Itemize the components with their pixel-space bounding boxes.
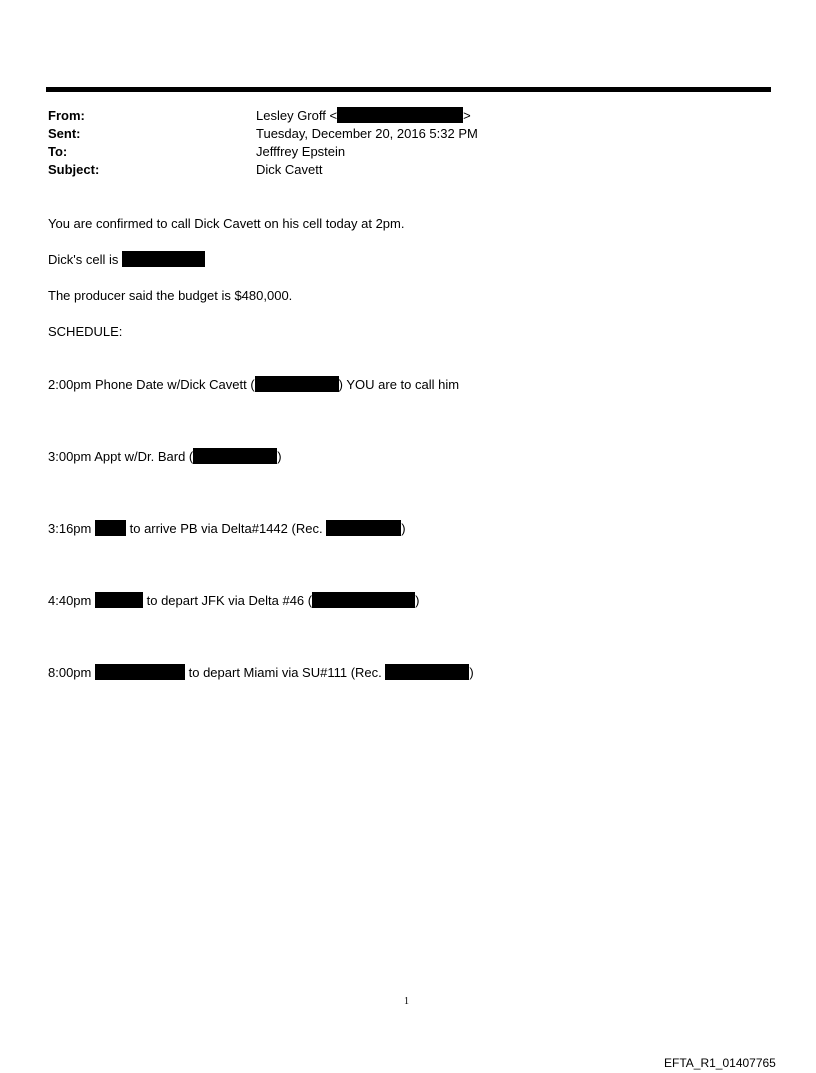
redaction-box [95, 664, 185, 680]
redaction-box [312, 592, 415, 608]
schedule-item-text: to depart JFK via Delta #46 ( [146, 593, 313, 608]
redaction-box [337, 107, 463, 123]
subject-label: Subject: [48, 162, 100, 177]
redaction-box [255, 376, 339, 392]
from-label: From: [48, 108, 85, 123]
schedule-item-text: ) [469, 665, 474, 680]
from-close: > [463, 108, 471, 123]
redaction-box [193, 448, 277, 464]
schedule-item-text: 8:00pm [48, 665, 92, 680]
to-label: To: [48, 144, 68, 159]
schedule-item-text: ) YOU are to call him [338, 377, 460, 392]
schedule-item-text: ) [277, 449, 282, 464]
redaction-box [385, 664, 469, 680]
schedule-item [48, 664, 474, 682]
cell-text: Dick's cell is [48, 252, 119, 267]
to-value: Jefffrey Epstein [256, 144, 346, 159]
schedule-item-text: 2:00pm Phone Date w/Dick Cavett ( [48, 377, 255, 392]
body-line-cell [48, 251, 205, 269]
redaction-box [95, 520, 126, 536]
schedule-item-text: 4:40pm [48, 593, 92, 608]
schedule-item [48, 520, 406, 538]
schedule-item [48, 448, 282, 466]
schedule-item-text: 3:00pm Appt w/Dr. Bard ( [48, 449, 194, 464]
schedule-item [48, 592, 419, 610]
sent-value: Tuesday, December 20, 2016 5:32 PM [256, 126, 478, 141]
schedule-item-text: to arrive PB via Delta#1442 (Rec. [129, 521, 323, 536]
redaction-box [122, 251, 205, 267]
schedule-item [48, 376, 459, 394]
schedule-item-text: 3:16pm [48, 521, 92, 536]
schedule-item-text: ) [415, 593, 420, 608]
page-number: 1 [404, 996, 409, 1007]
body-line-budget: The producer said the budget is $480,000. [48, 288, 293, 303]
schedule-item-text: ) [401, 521, 406, 536]
bates-number: EFTA_R1_01407765 [664, 1056, 776, 1070]
from-name: Lesley Groff < [256, 108, 338, 123]
schedule-heading: SCHEDULE: [48, 324, 123, 339]
from-value [256, 107, 471, 125]
sent-label: Sent: [48, 126, 81, 141]
body-line-confirmed: You are confirmed to call Dick Cavett on his cell today at 2pm. [48, 216, 405, 231]
subject-value: Dick Cavett [256, 162, 323, 177]
redaction-box [326, 520, 401, 536]
header-rule [46, 87, 771, 92]
schedule-item-text: to depart Miami via SU#111 (Rec. [188, 665, 382, 680]
redaction-box [95, 592, 143, 608]
